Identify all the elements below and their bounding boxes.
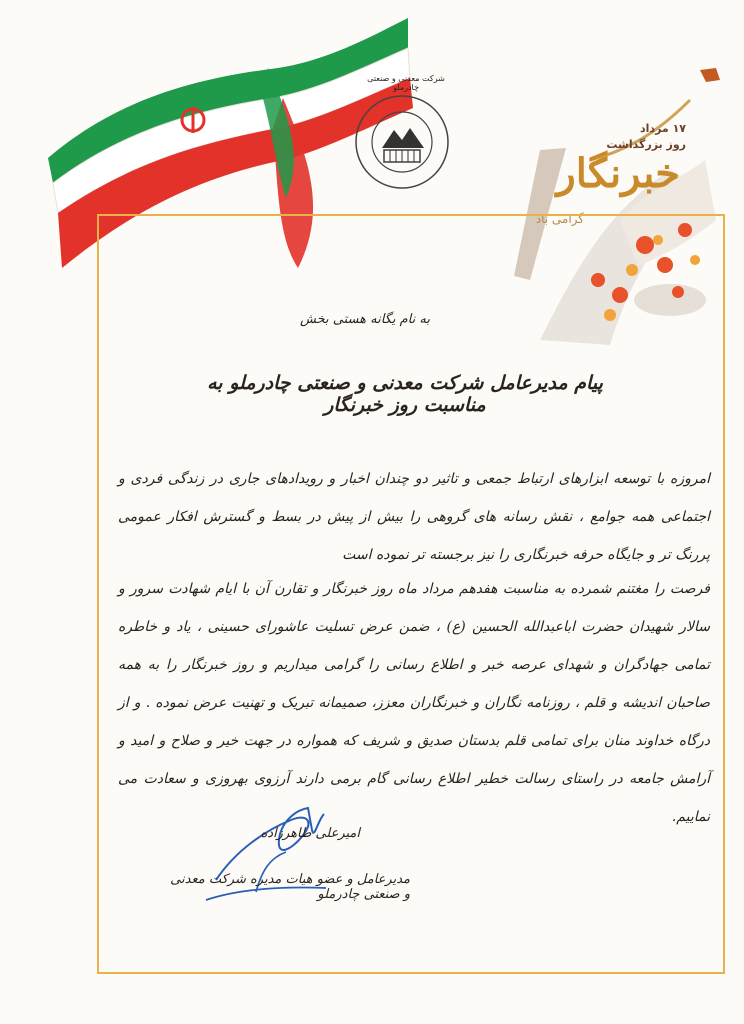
company-logo (352, 92, 452, 192)
letter-paragraph-1: امروزه با توسعه ابزارهای ارتباط جمعی و تاثیر دو چندان اخبار و رویدادهای جاری در زندگی فردی و اجتماعی همه جوامع ، نقش رسانه های گروهی را بیش از پیش در بسط و گسترش افکار عمومی پررنگ تر و جایگاه حرفه خبرنگاری را نیز برجسته تر نموده است (118, 471, 710, 563)
letter-paragraph-2: فرصت را مغتنم شمرده به مناسبت هفدهم مرداد ماه روز خبرنگار و تقارن آن با ایام شهادت سرور و سالار شهیدان حضرت اباعبدالله الحسین (ع) ، ضمن عرض تسلیت عاشورای حسینی ، یاد و خاطره تمامی جهادگران و شهدای عرصه خبر و اطلاع رسانی را گرامی میداریم و روز خبرنگار را به همه صاحبان اندیشه و قلم ، روزنامه نگاران و خبرنگاران معزز، صمیمانه تبریک و تهنیت عرض نموده . و از درگاه خداوند منان برای تمامی قلم بدستان صدیق و شریف که همواره در جهت خیر و صلاح و امید و آرامش جامعه در راستای رسالت خطیر اطلاع رسانی گام برمی دارند آرزوی بهروزی و سعادت می نماییم. (118, 581, 710, 825)
letter-headline: پیام مدیرعامل شرکت معدنی و صنعتی چادرملو به مناسبت روز خبرنگار (207, 372, 603, 416)
signer-title: مدیرعامل و عضو هیات مدیره شرکت معدنی و صنعتی چادرملو (170, 872, 410, 902)
logo-caption: شرکت معدنی و صنعتی چادرملو (367, 74, 445, 92)
badge-date: ۱۷ مرداد (640, 122, 686, 135)
basmala: به نام یگانه هستی بخش (300, 312, 430, 327)
badge-title: خبرنگار (556, 150, 680, 197)
badge-greeting: گرامی باد (535, 212, 584, 226)
signer-name: امیرعلی طاهرزاده (260, 826, 360, 841)
badge-subtitle: روز بزرگداشت (606, 138, 686, 151)
